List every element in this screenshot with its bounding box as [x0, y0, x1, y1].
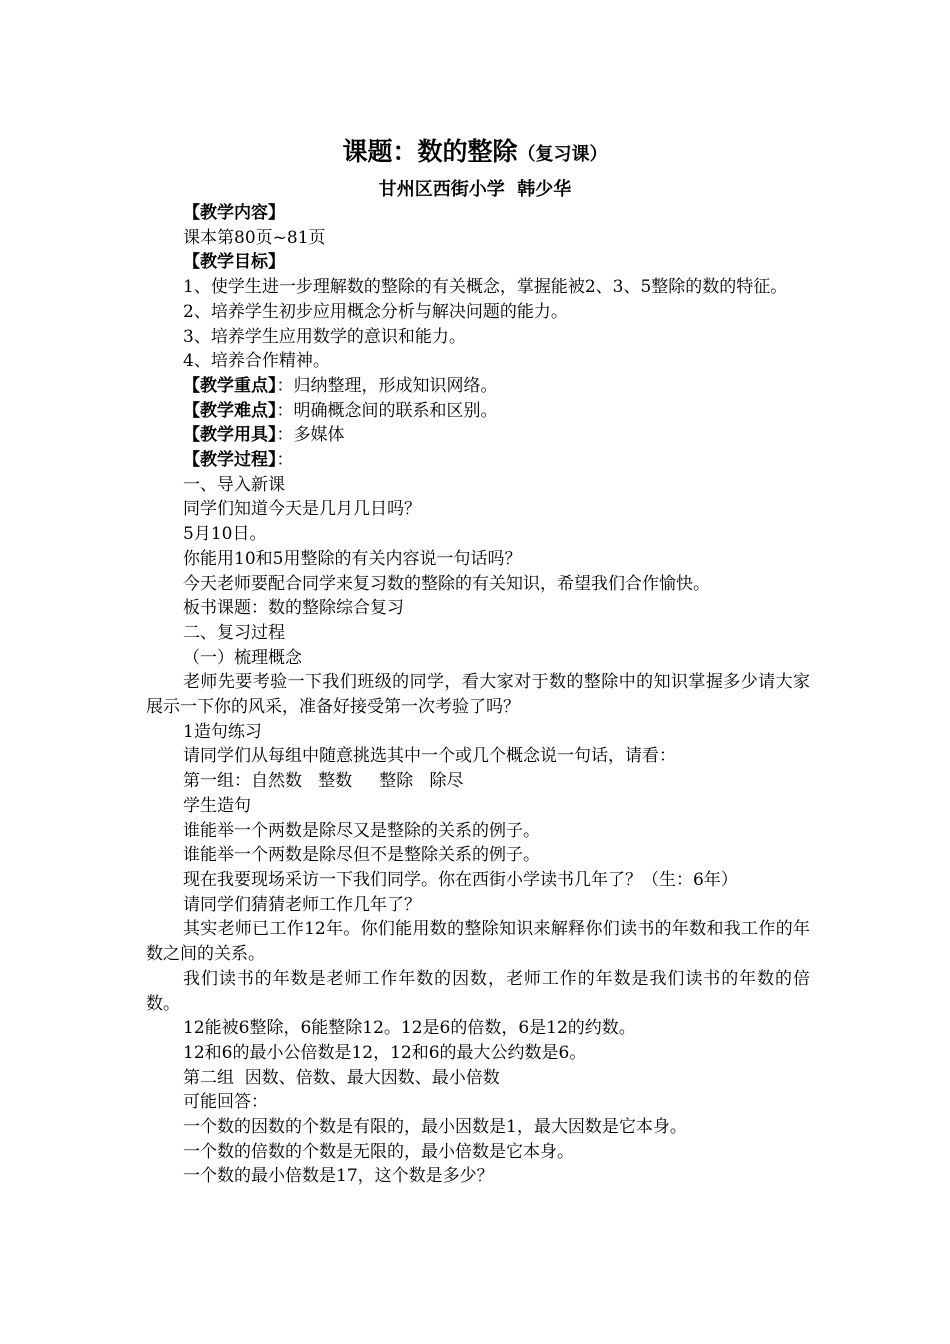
author-line: 甘州区西街小学 韩少华 [378, 179, 572, 200]
paragraph-text: 老师先要考验一下我们班级的同学，看大家对于数的整除中的知识掌握多少请大家展示一下你的风采，准备好接受第一次考验了吗？ [146, 672, 810, 718]
paragraph [146, 1140, 810, 1165]
paragraph-text: 同学们知道今天是几月几日吗？ [183, 499, 421, 520]
paragraph-text: ： [276, 450, 294, 471]
paragraph-text: 5月10日。 [183, 524, 267, 545]
paragraph-text: 可能回答： [183, 1092, 268, 1113]
paragraph-text: 一个数的最小倍数是17，这个数是多少？ [183, 1166, 494, 1187]
paragraph-text: 12能被6整除，6能整除12。12是6的倍数，6是12的约数。 [183, 1018, 636, 1039]
section-heading: 【教学内容】 [183, 203, 285, 223]
paragraph-text: 12和6的最小公倍数是12，12和6的最大公约数是6。 [183, 1042, 587, 1063]
paragraph [146, 967, 810, 1016]
paragraph-text: 你能用10和5用整除的有关内容说一句话吗？ [183, 548, 522, 569]
paragraph-text: 谁能举一个两数是除尽又是整除的关系的例子。 [183, 820, 540, 841]
paragraph [146, 572, 810, 597]
lesson-title [0, 132, 950, 168]
paragraph [146, 893, 810, 918]
paragraph [146, 720, 810, 745]
paragraph-text: 学生造句 [183, 795, 251, 816]
paragraph [146, 621, 810, 646]
paragraph [146, 1041, 810, 1066]
paragraph-text: 请同学们从每组中随意挑选其中一个或几个概念说一句话，请看： [183, 746, 676, 767]
paragraph [146, 448, 810, 473]
title-main: 课题：数的整除 [342, 137, 518, 166]
paragraph-text: 1造句练习 [183, 721, 262, 742]
paragraph [146, 670, 810, 719]
section-heading: 【教学重点】 [183, 375, 277, 396]
paragraph [146, 868, 810, 893]
paragraph [146, 275, 810, 300]
paragraph [146, 473, 810, 498]
paragraph-text: 第二组 因数、倍数、最大因数、最小倍数 [183, 1067, 500, 1088]
paragraph-text: 3、培养学生应用数学的意识和能力。 [183, 326, 466, 347]
paragraph-text: （一）梳理概念 [183, 647, 302, 668]
lesson-body [146, 201, 810, 1189]
paragraph-text: 今天老师要配合同学来复习数的整除的有关知识，希望我们合作愉快。 [183, 573, 710, 594]
paragraph [146, 250, 810, 275]
section-heading: 【教学用具】 [183, 425, 277, 446]
paragraph-text: 谁能举一个两数是除尽但不是整除关系的例子。 [183, 845, 540, 866]
paragraph-text: 一个数的倍数的个数是无限的，最小倍数是它本身。 [183, 1141, 574, 1162]
paragraph-text: 第一组：自然数 整数 整除 除尽 [183, 771, 464, 792]
paragraph [146, 1016, 810, 1041]
paragraph [146, 399, 810, 424]
paragraph-text: 课本第80页~81页 [183, 227, 326, 248]
paragraph [146, 423, 810, 448]
paragraph [146, 794, 810, 819]
paragraph-text: 我们读书的年数是老师工作年数的因数，老师工作的年数是我们读书的年数的倍数。 [146, 968, 810, 1014]
paragraph [146, 226, 810, 251]
paragraph [146, 349, 810, 374]
section-heading: 【教学难点】 [183, 400, 277, 421]
paragraph-text: 1、使学生进一步理解数的整除的有关概念，掌握能被2、3、5整除的数的特征。 [183, 277, 788, 298]
paragraph [146, 300, 810, 325]
title-suffix: （复习课） [517, 144, 608, 165]
paragraph-text: ：多媒体 [276, 425, 345, 446]
paragraph [146, 374, 810, 399]
paragraph [146, 843, 810, 868]
paragraph [146, 1090, 810, 1115]
paragraph-text: 一、导入新课 [183, 474, 285, 495]
paragraph [146, 819, 810, 844]
paragraph [146, 497, 810, 522]
paragraph [146, 522, 810, 547]
section-heading: 【教学过程】 [183, 450, 277, 471]
paragraph [146, 596, 810, 621]
paragraph-text: 现在我要现场采访一下我们同学。你在西街小学读书几年了？（生：6年） [183, 869, 738, 890]
paragraph-text: 请同学们猜猜老师工作几年了？ [183, 894, 421, 915]
paragraph-text: 2、培养学生初步应用概念分析与解决问题的能力。 [183, 301, 568, 322]
paragraph [146, 201, 810, 226]
paragraph [146, 1115, 810, 1140]
paragraph [146, 325, 810, 350]
paragraph [146, 1164, 810, 1189]
section-heading: 【教学目标】 [183, 252, 285, 273]
paragraph-text: 板书课题：数的整除综合复习 [183, 598, 404, 619]
paragraph-text: 4、培养合作精神。 [183, 351, 330, 372]
paragraph-text: 二、复习过程 [183, 622, 285, 643]
paragraph [146, 1066, 810, 1091]
paragraph [146, 917, 810, 966]
paragraph [146, 547, 810, 572]
paragraph-text: 一个数的因数的个数是有限的，最小因数是1，最大因数是它本身。 [183, 1117, 687, 1138]
paragraph [146, 769, 810, 794]
paragraph [146, 744, 810, 769]
paragraph-text: ：明确概念间的联系和区别。 [276, 400, 498, 421]
paragraph-text: 其实老师已工作12年。你们能用数的整除知识来解释你们读书的年数和我工作的年数之间的关系。 [146, 919, 810, 965]
paragraph-text: ：归纳整理，形成知识网络。 [276, 375, 498, 396]
paragraph [146, 646, 810, 671]
